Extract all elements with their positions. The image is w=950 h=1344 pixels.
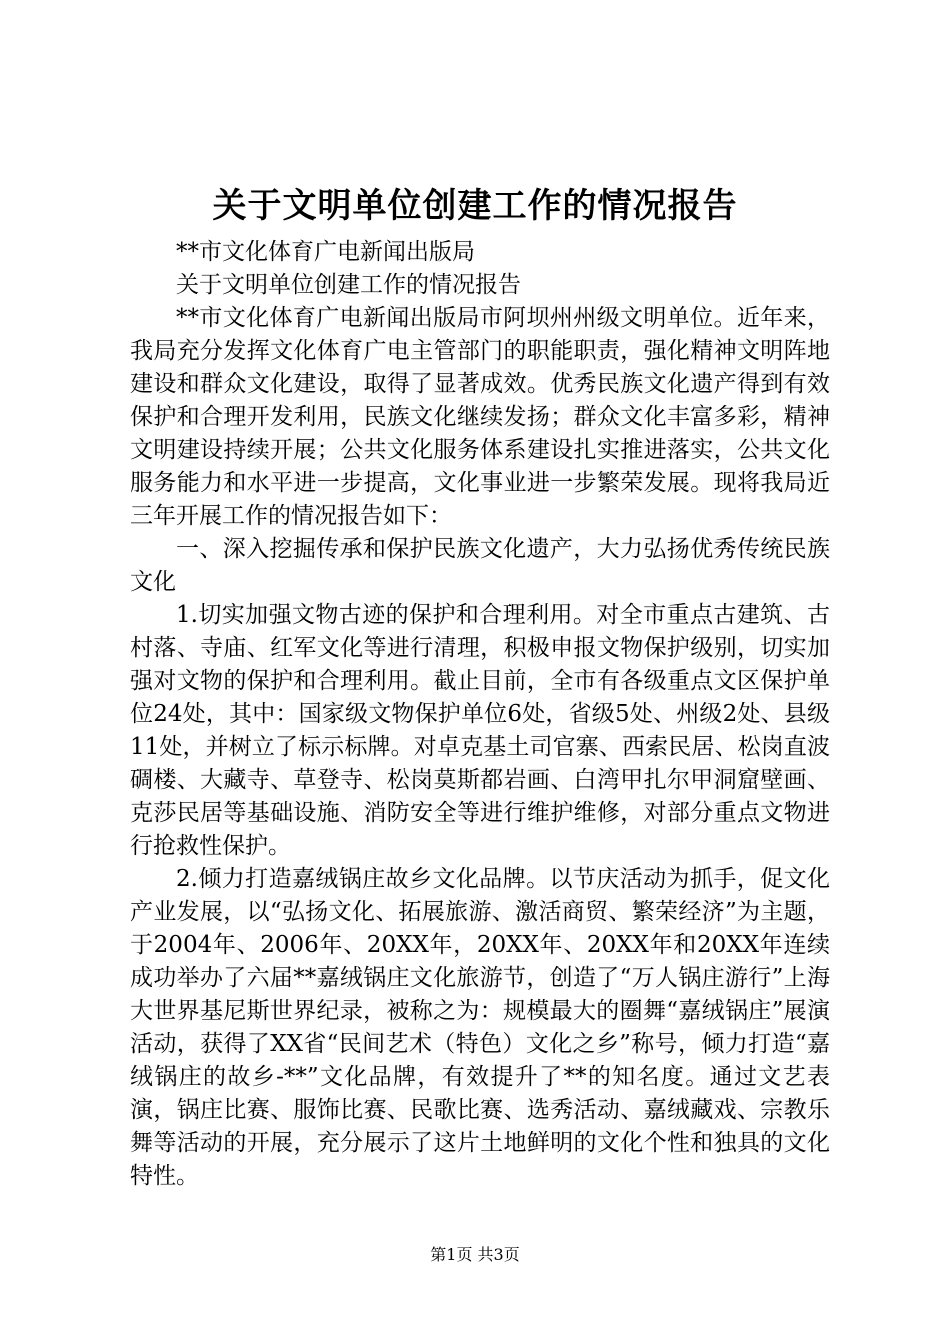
- page-footer: 第1页 共3页: [430, 1245, 520, 1264]
- body-paragraph: 2.倾力打造嘉绒锅庄故乡文化品牌。以节庆活动为抓手，促文化产业发展，以“弘扬文化、拓展旅游、激活商贸、繁荣经济”为主题，于2004年、2006年、20XX年，20XX年、20XX年和20XX年连续成功举办了六届**嘉绒锅庄文化旅游节，创造了“万人锅庄游行”上海大世界基尼斯世界纪录，被称之为：规模最大的圈舞“嘉绒锅庄”展演活动，获得了XX省“民间艺术（特色）文化之乡”称号，倾力打造“嘉绒锅庄的故乡-**”文化品牌，有效提升了**的知名度。通过文艺表演，锅庄比赛、服饰比赛、民歌比赛、选秀活动、嘉绒藏戏、宗教乐舞等活动的开展，充分展示了这片土地鲜明的文化个性和独具的文化特性。: [130, 866, 831, 1189]
- section-heading: 一、深入挖掘传承和保护民族文化遗产，大力弘扬优秀传统民族文化: [130, 536, 830, 595]
- document-title: 关于文明单位创建工作的情况报告: [212, 186, 738, 226]
- body-paragraph: **市文化体育广电新闻出版局市阿坝州州级文明单位。近年来，我局充分发挥文化体育广电主管部门的职能职责，强化精神文明阵地建设和群众文化建设，取得了显著成效。优秀民族文化遗产得到有效保护和合理开发利用，民族文化继续发扬；群众文化丰富多彩，精神文明建设持续开展；公共文化服务体系建设扎实推进落实，公共文化服务能力和水平进一步提高，文化事业进一步繁荣发展。现将我局近三年开展工作的情况报告如下：: [130, 305, 830, 529]
- document-body: [130, 236, 830, 1193]
- subtitle-line: 关于文明单位创建工作的情况报告: [176, 272, 521, 298]
- body-paragraph: 1.切实加强文物古迹的保护和合理利用。对全市重点古建筑、古村落、寺庙、红军文化等进行清理，积极申报文物保护级别，切实加强对文物的保护和合理利用。截止目前，全市有各级重点文区保护单位24处，其中：国家级文物保护单位6处，省级5处、州级2处、县级11处，并树立了标示标牌。对卓克基土司官寨、西索民居、松岗直波碉楼、大藏寺、草登寺、松岗莫斯都岩画、白湾甲扎尔甲洞窟壁画、克莎民居等基础设施、消防安全等进行维护维修，对部分重点文物进行抢救性保护。: [130, 602, 830, 859]
- issuer-line: **市文化体育广电新闻出版局: [176, 239, 475, 265]
